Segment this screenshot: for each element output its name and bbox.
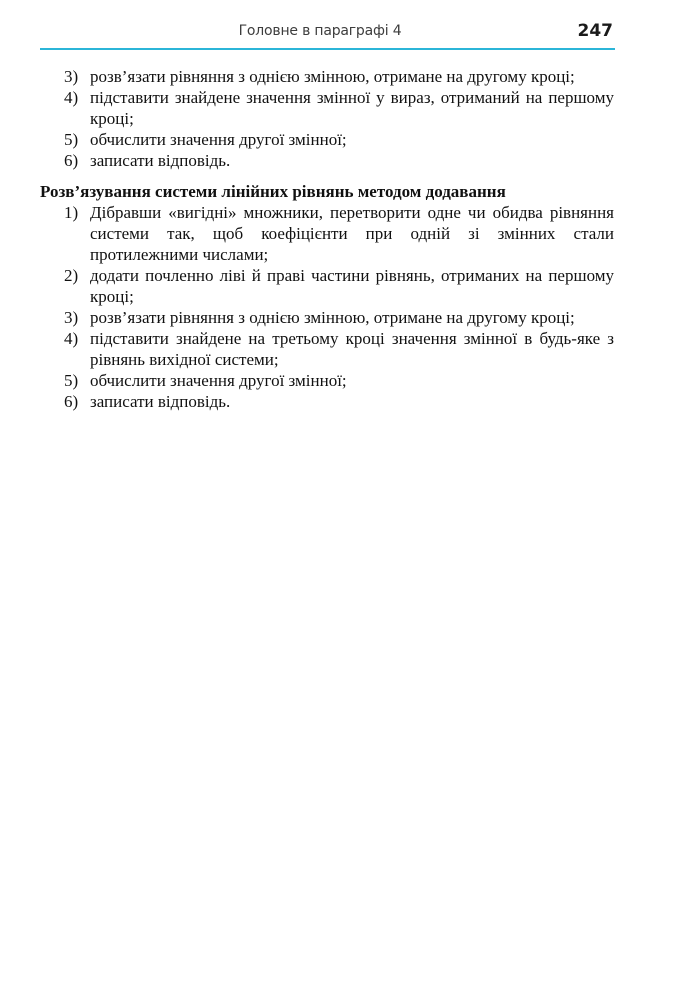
- list-item: [40, 87, 614, 129]
- item-text: записати відповідь.: [90, 392, 231, 411]
- item-text: розв’язати рівняння з однією змінною, отримане на другому кроці;: [90, 308, 575, 327]
- item-number: 6): [64, 392, 79, 411]
- item-number: 3): [64, 308, 79, 327]
- item-text: підставити знайдене на третьому кроці значення змінної в будь-яке з рівнянь вихідної системи;: [90, 329, 614, 369]
- list-item: [40, 202, 614, 265]
- item-number: 5): [64, 130, 79, 149]
- item-text: додати почленно ліві й праві частини рівнянь, отриманих на першому кроці;: [90, 266, 614, 306]
- section-heading: Розв’язування системи лінійних рівнянь методом додавання: [40, 182, 506, 201]
- list-item: [40, 391, 614, 412]
- continued-steps-list: [40, 66, 614, 171]
- item-number: 6): [64, 151, 79, 170]
- item-text: обчислити значення другої змінної;: [90, 371, 347, 390]
- list-item: [40, 150, 614, 171]
- item-number: 3): [64, 67, 79, 86]
- list-item: [40, 129, 614, 150]
- item-text: обчислити значення другої змінної;: [90, 130, 347, 149]
- page-number: 247: [577, 21, 613, 41]
- item-text: Дібравши «вигідні» множники, перетворити одне чи обидва рівняння системи так, щоб коефіцієнти при одній зі змінних стали протилежними числами;: [90, 203, 614, 264]
- item-number: 4): [64, 88, 79, 107]
- running-title: Головне в параграфі 4: [238, 23, 402, 39]
- item-number: 5): [64, 371, 79, 390]
- list-item: [40, 307, 614, 328]
- item-text: розв’язати рівняння з однією змінною, отримане на другому кроці;: [90, 67, 575, 86]
- page-header: [40, 18, 615, 50]
- item-number: 2): [64, 266, 79, 285]
- list-item: [40, 370, 614, 391]
- item-number: 1): [64, 203, 79, 222]
- item-number: 4): [64, 329, 79, 348]
- list-item: [40, 265, 614, 307]
- item-text: записати відповідь.: [90, 151, 231, 170]
- item-text: підставити знайдене значення змінної у вираз, отриманий на першому кроці;: [90, 88, 614, 128]
- addition-method-steps-list: [40, 202, 614, 412]
- list-item: [40, 66, 614, 87]
- page-content: [40, 66, 614, 412]
- list-item: [40, 328, 614, 370]
